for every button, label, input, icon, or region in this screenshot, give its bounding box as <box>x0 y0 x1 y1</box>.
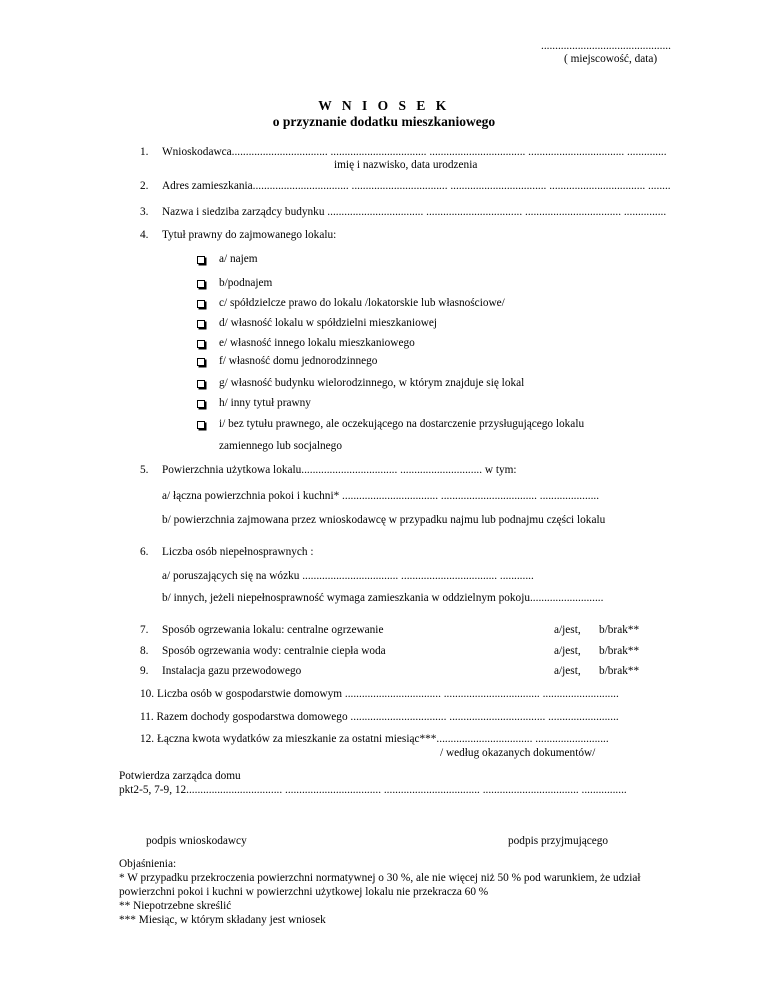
option-c-label: c/ spółdzielcze prawo do lokalu /lokatorskie lub własnościowe/ <box>219 297 505 309</box>
item-12-caption: / według okazanych dokumentów/ <box>440 747 596 759</box>
item-8-option-b[interactable]: b/brak** <box>599 645 640 657</box>
checkbox-option-b[interactable] <box>197 280 205 288</box>
item-5a-rooms-area: a/ łączna powierzchnia pokoi i kuchni* .................................. .................................. ..................... <box>162 490 600 502</box>
receiver-signature-label: podpis przyjmującego <box>508 835 609 847</box>
checkbox-option-h[interactable] <box>197 400 205 408</box>
option-h-label: h/ inny tytuł prawny <box>219 397 311 409</box>
option-g-label: g/ własność budynku wielorodzinnego, w którym znajduje się lokal <box>219 377 525 389</box>
checkbox-option-a[interactable] <box>197 256 205 264</box>
item-2-address: Adres zamieszkania.................................. .................................. .................................. .................................. ........ <box>162 180 671 192</box>
checkbox-option-c[interactable] <box>197 300 205 308</box>
option-a-label: a/ najem <box>219 253 258 265</box>
note-1-line-1: * W przypadku przekroczenia powierzchni normatywnej o 30 %, ale nie więcej niż 50 % pod warunkiem, że udział <box>119 872 641 884</box>
option-b-label: b/podnajem <box>219 277 273 289</box>
option-i-continuation: zamiennego lub socjalnego <box>219 440 342 452</box>
item-8-water-heating: Sposób ogrzewania wody: centralnie ciepła woda <box>162 645 386 657</box>
place-date-dots: .............................................. <box>541 40 671 52</box>
form-subtitle: o przyznanie dodatku mieszkaniowego <box>272 114 496 129</box>
checkbox-option-f[interactable] <box>197 358 205 366</box>
item-5-area: Powierzchnia użytkowa lokalu.................................. ............................. w tym: <box>162 464 517 476</box>
form-title: W N I O S E K <box>318 98 450 113</box>
item-6b-other: b/ innych, jeżeli niepełnosprawność wymaga zamieszkania w oddzielnym pokoju.......................... <box>162 592 604 604</box>
item-8-number: 8. <box>140 645 149 657</box>
option-e-label: e/ własność innego lokalu mieszkaniowego <box>219 337 415 349</box>
option-i-label: i/ bez tytułu prawnego, ale oczekującego na dostarczenie przysługującego lokalu <box>219 418 585 430</box>
item-11-household-income: 11. Razem dochody gospodarstwa domowego .................................. .................................. ......................... <box>140 711 619 723</box>
note-1-line-2: powierzchni pokoi i kuchni w powierzchni użytkowej lokalu nie przekracza 60 % <box>119 886 489 898</box>
item-1-number: 1. <box>140 146 149 158</box>
item-9-option-b[interactable]: b/brak** <box>599 665 640 677</box>
item-6a-wheelchair: a/ poruszających się na wózku .................................. .................................. ............ <box>162 570 534 582</box>
item-3-number: 3. <box>140 206 149 218</box>
item-2-number: 2. <box>140 180 149 192</box>
item-5-number: 5. <box>140 464 149 476</box>
option-f-label: f/ własność domu jednorodzinnego <box>219 355 378 367</box>
item-7-heating: Sposób ogrzewania lokalu: centralne ogrzewanie <box>162 624 384 636</box>
item-1-caption: imię i nazwisko, data urodzenia <box>334 159 478 171</box>
checkbox-option-g[interactable] <box>197 380 205 388</box>
notes-heading: Objaśnienia: <box>119 858 177 870</box>
item-1-applicant: Wnioskodawca.................................. .................................. .................................. .................................. .............. <box>162 146 667 158</box>
item-12-housing-expenses: 12. Łączna kwota wydatków za mieszkanie za ostatni miesiąc***.................................. .......................... <box>140 733 609 745</box>
item-6-disabled-count: Liczba osób niepełnosprawnych : <box>162 546 314 558</box>
item-7-option-a[interactable]: a/jest, <box>554 624 581 636</box>
checkbox-option-e[interactable] <box>197 340 205 348</box>
checkbox-option-i[interactable] <box>197 421 205 429</box>
item-7-option-b[interactable]: b/brak** <box>599 624 640 636</box>
item-3-manager: Nazwa i siedziba zarządcy budynku .................................. .................................. .................................. ............... <box>162 206 667 218</box>
note-3: *** Miesiąc, w którym składany jest wniosek <box>119 914 326 926</box>
item-4-legal-title: Tytuł prawny do zajmowanego lokalu: <box>162 229 337 241</box>
option-d-label: d/ własność lokalu w spółdzielni mieszkaniowej <box>219 317 438 329</box>
applicant-signature-label: podpis wnioskodawcy <box>146 835 247 847</box>
item-9-option-a[interactable]: a/jest, <box>554 665 581 677</box>
checkbox-option-d[interactable] <box>197 320 205 328</box>
item-9-gas: Instalacja gazu przewodowego <box>162 665 302 677</box>
item-4-number: 4. <box>140 229 149 241</box>
item-9-number: 9. <box>140 665 149 677</box>
manager-confirmation-points: pkt2-5, 7-9, 12.................................. .................................. .................................. .................................. ................ <box>119 784 627 796</box>
place-date-label: ( miejscowość, data) <box>564 53 658 65</box>
note-2: ** Niepotrzebne skreślić <box>119 900 232 912</box>
item-5b-applicant-area: b/ powierzchnia zajmowana przez wnioskodawcę w przypadku najmu lub podnajmu części lokalu <box>162 514 606 526</box>
item-10-household-size: 10. Liczba osób w gospodarstwie domowym .................................. .................................. ........................... <box>140 688 619 700</box>
item-6-number: 6. <box>140 546 149 558</box>
item-7-number: 7. <box>140 624 149 636</box>
item-8-option-a[interactable]: a/jest, <box>554 645 581 657</box>
manager-confirmation-label: Potwierdza zarządca domu <box>119 770 241 782</box>
